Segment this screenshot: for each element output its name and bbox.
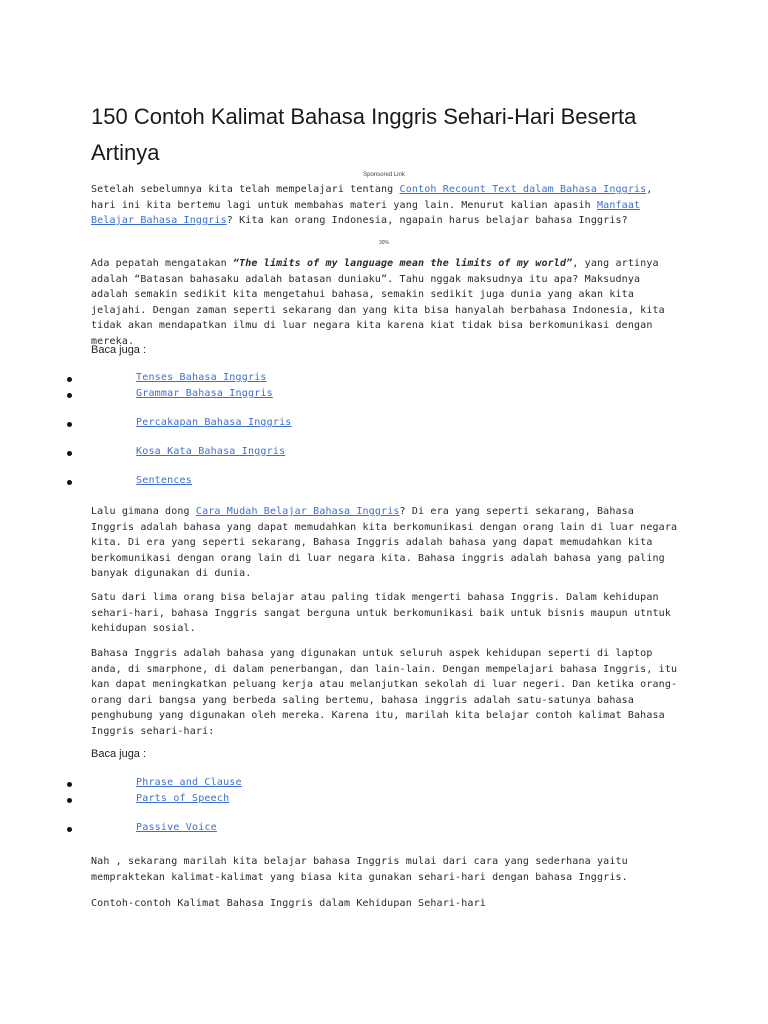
link-passive-voice[interactable]: Passive Voice [136, 822, 217, 833]
bullet-icon [67, 451, 72, 456]
bullet-icon [67, 393, 72, 398]
text-span: Lalu gimana dong [91, 506, 196, 517]
page-title: 150 Contoh Kalimat Bahasa Inggris Sehari-Hari Beserta Artinya [91, 104, 637, 165]
text-span: ? Di era yang seperti sekarang, Bahasa Inggris adalah bahasa yang dapat memudahkan kita berkomunikasi dengan orang lain di luar negara kita. Di era yang seperti sekarang, Bahasa Inggris adalah bahasa yang dapat memudahkan kita berkomunikasi dengan orang lain di luar negara kita. Bahasa inggris adalah bahasa yang paling banyak digunakan di dunia. [91, 506, 678, 579]
list-item [62, 822, 462, 838]
link-phrase-clause[interactable]: Phrase and Clause [136, 777, 242, 788]
satu-dari-lima-paragraph: Satu dari lima orang bisa belajar atau paling tidak mengerti bahasa Inggris. Dalam kehidupan sehari-hari, bahasa Inggris sangat berguna untuk berkomunikasi baik untuk bisnis maupun utntuk kehidupan sosial. [91, 592, 672, 634]
list-item [62, 372, 462, 388]
bullet-icon [67, 798, 72, 803]
text-span: , hari ini kita bertemu lagi untuk membahas materi yang lain. Menurut kalian apasih [91, 184, 653, 211]
list-item [62, 777, 462, 793]
bullet-icon [67, 827, 72, 832]
link-manfaat-belajar[interactable]: Manfaat Belajar Bahasa Inggris [91, 199, 641, 226]
list-item [62, 388, 462, 404]
link-grammar[interactable]: Grammar Bahasa Inggris [136, 388, 273, 399]
link-kosa-kata[interactable]: Kosa Kata Bahasa Inggris [136, 446, 286, 457]
text-span: Setelah sebelumnya kita telah mempelajari tentang [91, 184, 400, 195]
bullet-icon [67, 480, 72, 485]
proverb-paragraph [91, 256, 683, 349]
link-percakapan[interactable]: Percakapan Bahasa Inggris [136, 417, 292, 428]
list-item [62, 793, 462, 809]
list-item [62, 475, 462, 491]
link-tenses[interactable]: Tenses Bahasa Inggris [136, 372, 267, 383]
text-span: Ada pepatah mengatakan [91, 258, 233, 269]
nah-paragraph: Nah , sekarang marilah kita belajar bahasa Inggris mulai dari cara yang sederhana yaitu mempraktekan kalimat-kalimat yang biasa kita gunakan sehari-hari dengan bahasa Inggris. [91, 856, 628, 883]
link-sentences[interactable]: Sentences [136, 475, 192, 486]
ad-marker: 30% [378, 240, 389, 246]
link-recount-text[interactable]: Contoh Recount Text dalam Bahasa Inggris [399, 184, 647, 195]
sponsored-link-label: Sponsored Link [363, 172, 405, 178]
link-parts-of-speech[interactable]: Parts of Speech [136, 793, 230, 804]
bullet-icon [67, 377, 72, 382]
bullet-icon [67, 782, 72, 787]
intro-paragraph [91, 182, 683, 229]
link-cara-mudah[interactable]: Cara Mudah Belajar Bahasa Inggris [195, 506, 400, 517]
baca-juga-label: Baca juga : [91, 344, 147, 356]
text-span: ? Kita kan orang Indonesia, ngapain harus belajar bahasa Inggris? [226, 215, 628, 226]
proverb-quote: “The limits of my language mean the limits of my world” [232, 258, 573, 269]
bullet-icon [67, 422, 72, 427]
list-item [62, 446, 462, 462]
section-heading-contoh: Contoh-contoh Kalimat Bahasa Inggris dalam Kehidupan Sehari-hari [91, 898, 486, 909]
text-span: , yang artinya adalah “Batasan bahasaku adalah batasan duniaku”. Tahu nggak maksudnya itu apa? Maksudnya adalah semakin sedikit kita mengetahui bahasa, semakin sedikit juga dunia yang akan kita jelajahi. Dengan zaman seperti sekarang dan yang kita bisa hanyalah berbahasa Indonesia, kita tidak akan mendapatkan ilmu di luar negara kita karena kiat tidak bisa berkomunikasi dengan mereka. [91, 258, 665, 347]
baca-juga-label: Baca juga : [91, 748, 147, 760]
bahasa-inggris-paragraph: Bahasa Inggris adalah bahasa yang digunakan untuk seluruh aspek kehidupan seperti di laptop anda, di smarphone, di dalam penerbangan, dan lain-lain. Dengan mempelajari bahasa Inggris, itu kan dapat meningkatkan peluang kerja atau melanjutkan sekolah di luar negeri. Dan ketika orang-orang dari bangsa yang berbeda saling bertemu, bahasa inggris adalah satu-satunya bahasa penghubung yang digunakan oleh mereka. Karena itu, marilah kita belajar contoh kalimat Bahasa Inggris sehari-hari: [91, 648, 678, 737]
cara-mudah-paragraph [91, 504, 683, 582]
list-item [62, 417, 462, 433]
